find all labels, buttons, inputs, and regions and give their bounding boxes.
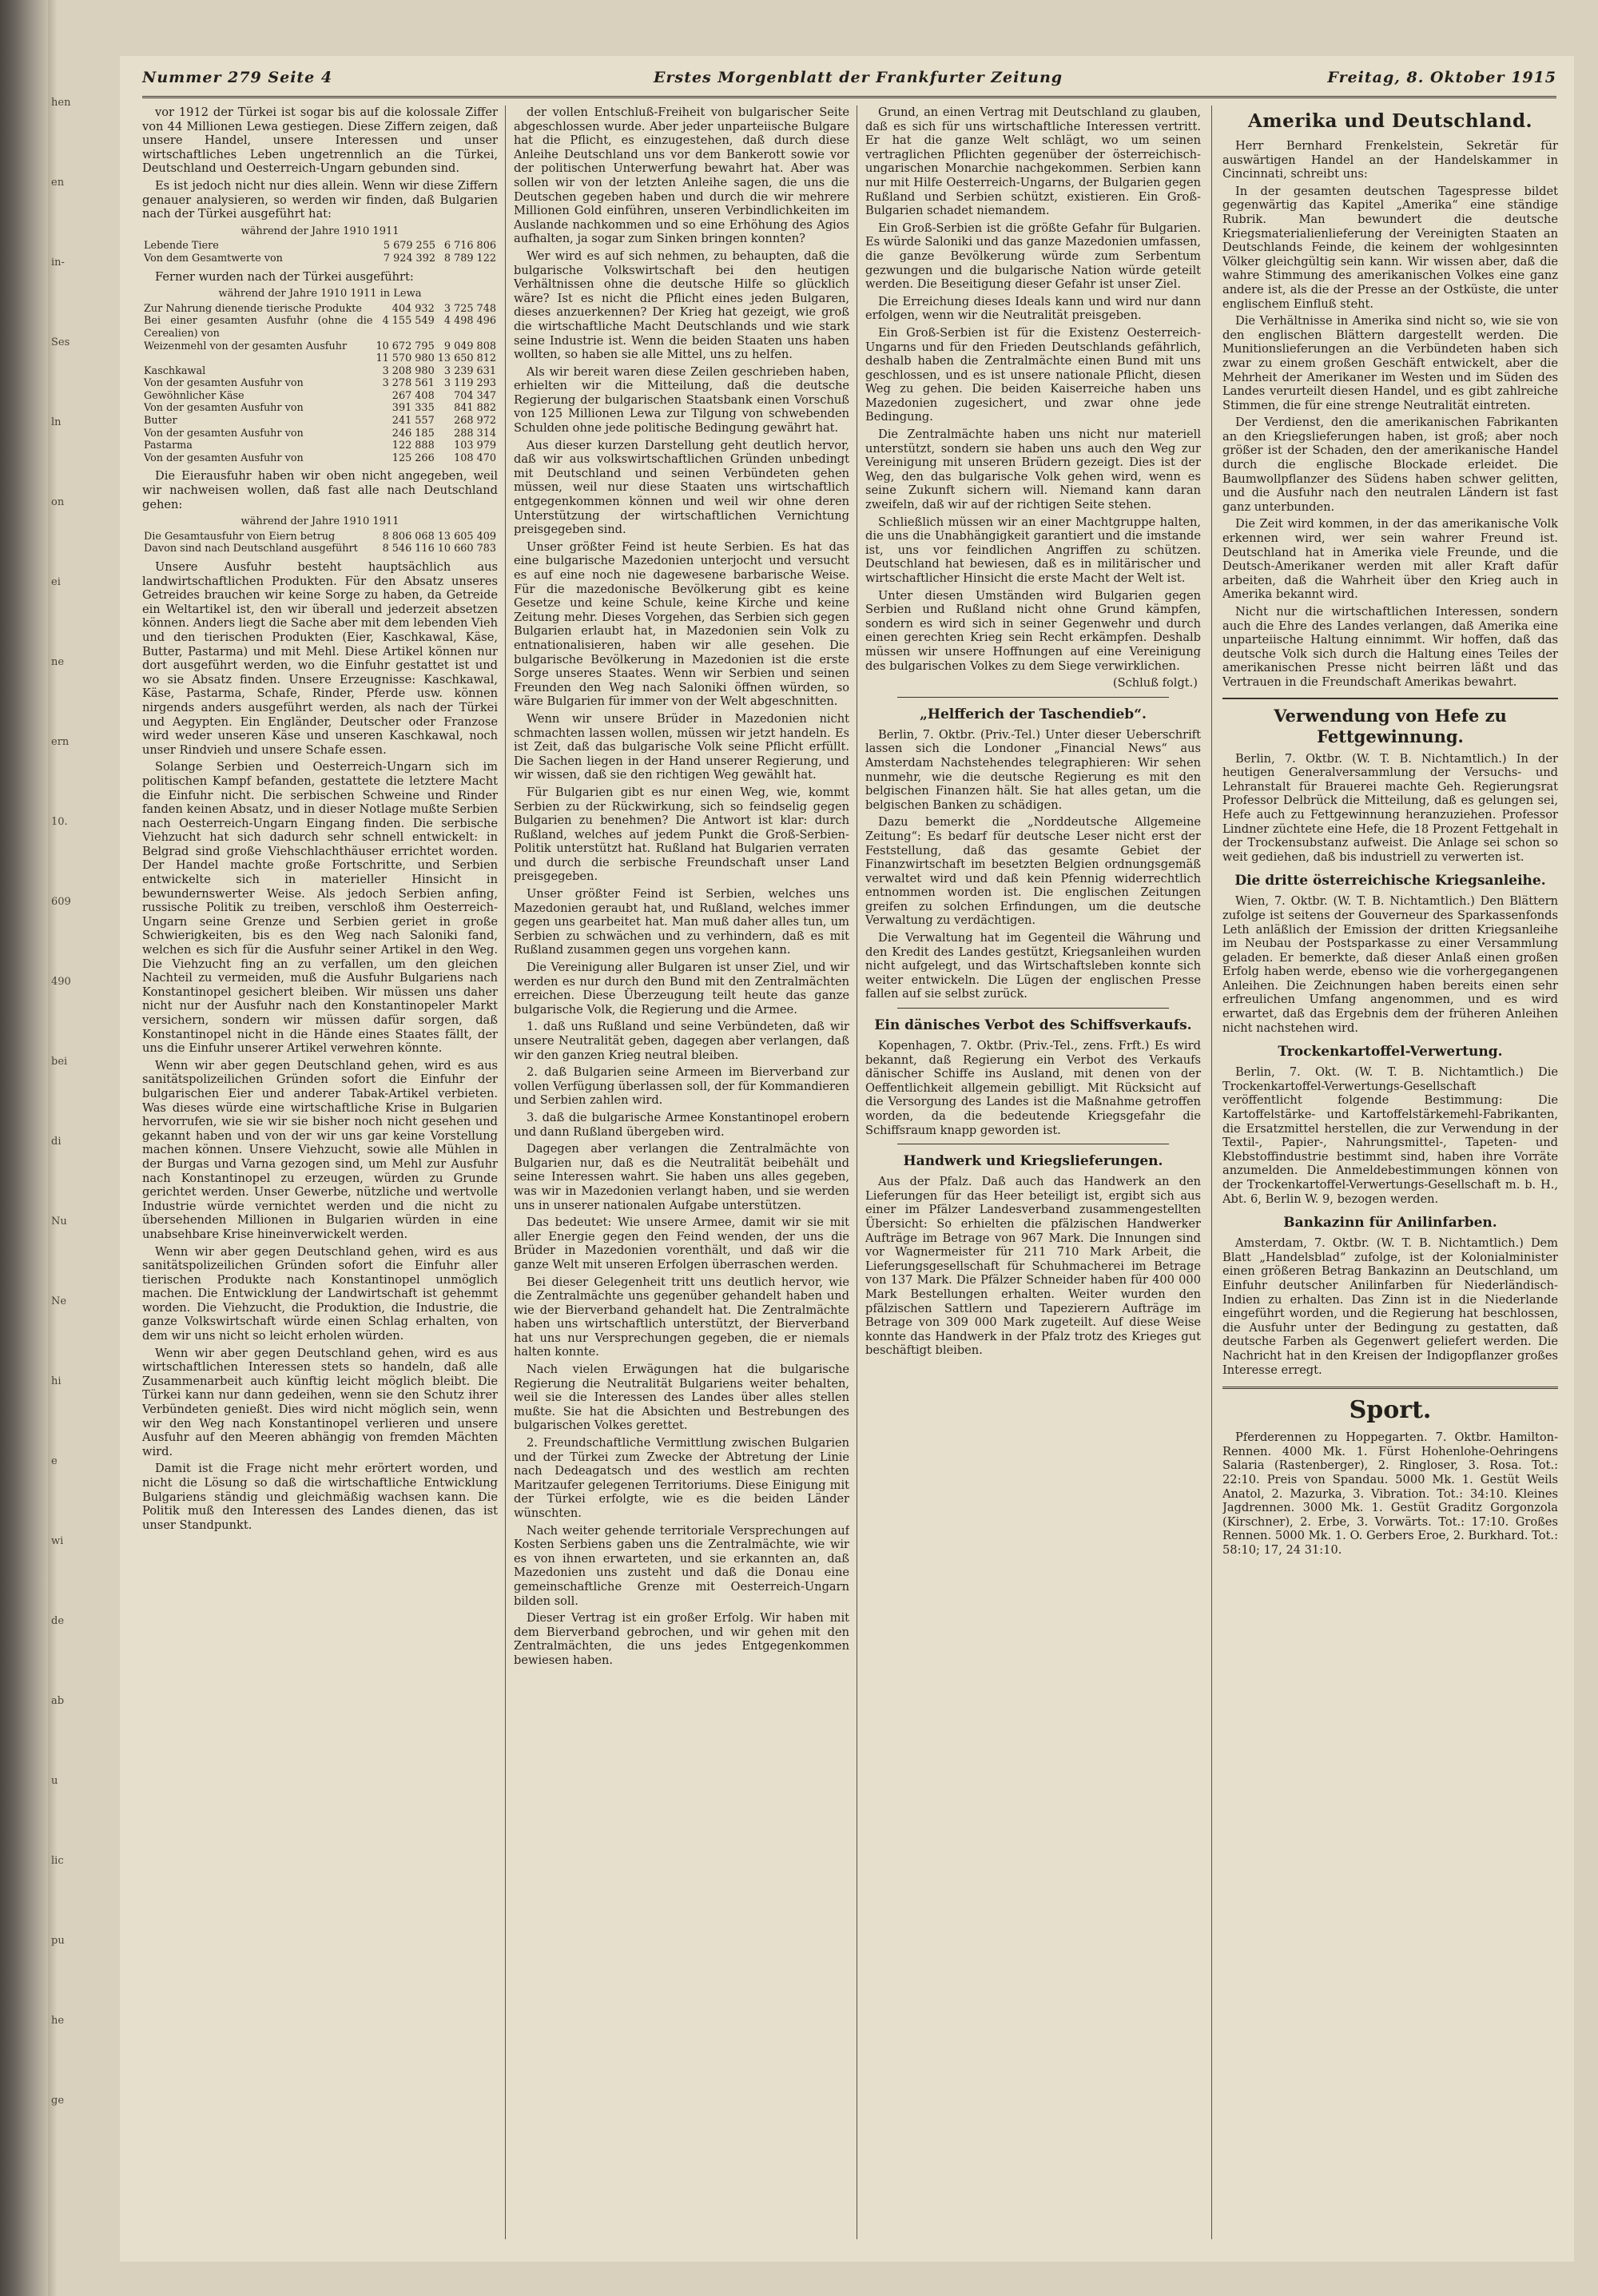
paragraph: Aus dieser kurzen Darstellung geht deutlich hervor, daß wir aus volkswirtschaftlichen Gründen unbedingt mit Deutschland und seinen Verbündeten gehen müssen, weil nur diese Staaten uns wirtschaftlich entgegenkommen können und weil wir ohne deren Unterstützung der wirtschaftlichen Vernichtung preisgegeben sind. [514,438,849,537]
paragraph: Berlin, 7. Oktbr. (Priv.-Tel.) Unter dieser Ueberschrift lassen sich die Londoner „Financial News“ aus Amsterdam Nachstehendes telegraphieren: Wir sehen nunmehr, wie die deutsche Regierung es mit den belgischen Finanzen hält. Sie hat alles getan, um die belgischen Banken zu schädigen. [865,727,1201,812]
table-row [142,303,498,316]
row-value: 10 660 783 [437,543,496,555]
paragraph: Die Vereinigung aller Bulgaren ist unser Ziel, und wir werden es nur durch den Bund mit den Zentralmächten erreichen. Diese Überzeugung teilt heute das ganze bulgarische Volk, die Regierung und die Armee. [514,961,849,1017]
row-value: 103 979 [454,440,496,452]
paragraph: Ferner wurden nach der Türkei ausgeführt: [155,269,414,284]
row-label: Zur Nahrung dienende tierische Produkte [144,302,362,315]
headline-sport: Sport. [1222,1387,1558,1426]
table-row [142,315,498,340]
table-row [142,428,498,440]
row-value: 5 679 255 [383,240,435,253]
column-4 [1222,105,1558,2239]
column-2 [514,105,849,2239]
paragraph: 2. Freundschaftliche Vermittlung zwischen Bulgarien und der Türkei zum Zwecke der Abtretung der Linie nach Dedeagatsch und des westlich am rechten Maritzaufer gelegenen Territoriums. Diese Einigung mit der Türkei erfolgte, wie es die beiden Länder wünschten. [514,1436,849,1520]
paragraph: Es ist jedoch nicht nur dies allein. Wenn wir diese Ziffern genauer analysieren, so werden wir finden, daß Bulgarien nach der Türkei ausgeführt hat: [142,178,498,221]
column-1 [142,105,498,2239]
paragraph: Nicht nur die wirtschaftlichen Interessen, sondern auch die Ehre des Landes verlangen, daß Amerika eine unparteiische Haltung einnimmt. Wir hoffen, daß das deutsche Volk sich durch die Haltung eines Teiles der amerikanischen Presse nicht beirren läßt und das Vertrauen in die Freundschaft Amerikas bewahrt. [1222,605,1558,689]
row-value: 841 882 [454,402,496,415]
row-value: 704 347 [454,389,496,402]
row-value: 122 888 [392,440,435,452]
paragraph: Unter diesen Umständen wird Bulgarien gegen Serbien und Rußland nicht ohne Grund kämpfen, sondern es wird sich in seiner Gegenwehr und durch einen gerechten Krieg sein Recht erkämpfen. Deshalb müssen wir unsere Hoffnungen auf eine Vereinigung des bulgarischen Volkes zu dem Siege verwirklichen. [865,588,1201,673]
paragraph: Das bedeutet: Wie unsere Armee, damit wir sie mit aller Energie gegen den Feind wenden, der uns die Brüder in Mazedonien vorenthält, und daß wir die ganze Welt mit unseren Erfolgen überraschen werden. [514,1216,849,1271]
row-label: Davon sind nach Deutschland ausgeführt [144,543,358,555]
table-row [142,415,498,428]
row-value: 13 650 812 [437,352,496,365]
headline-amerika: Amerika und Deutschland. [1247,110,1533,132]
fragment-text: he [51,2015,65,2027]
table-row [142,402,498,415]
row-label: Weizenmehl von der gesamten Ausfuhr [144,340,348,352]
paragraph: Die Verwaltung hat im Gegenteil die Währung und den Kredit des Landes gestützt, Kriegsanleihen wurden nicht aufgelegt, und das Wirtschaftsleben konnte sich weiter entwickeln. Die Lügen der englischen Presse fallen auf sie selbst zurück. [865,931,1201,1001]
paragraph: Amsterdam, 7. Oktbr. (W. T. B. Nichtamtlich.) Dem Blatt „Handelsblad“ zufolge, ist der Kolonialminister einen größeren Betrag Bankazinn an Deutschland, um Einfuhr deutscher Anilinfarben für Niederländisch-Indien zu erhalten. Das Zinn ist in die Niederlande eingeführt worden, und die Regierung hat beschlossen, die Ausfuhr unter der Bedingung zu gestatten, daß deutsche Farben als Gegenwert geliefert werden. Die Nachricht hat in den Kreisen der Indigopflanzer großes Interesse erregt. [1222,1236,1558,1377]
row-value: 404 932 [392,302,435,315]
row-label: Butter [144,415,177,428]
fragment-text: Nu [51,1216,67,1228]
row-value: 6 716 806 [443,240,496,253]
paragraph: Die Zeit wird kommen, in der das amerikanische Volk erkennen wird, wer sein wahrer Freund ist. Deutschland hat in Amerika viele Freunde, und die Deutsch-Amerikaner werden mit aller Kraft dafür arbeiten, daß die Wahrheit über den Krieg auch in Amerika bekannt wird. [1222,517,1558,602]
fragment-text: e [51,1455,58,1467]
paragraph: Grund, an einen Vertrag mit Deutschland zu glauben, daß es sich für uns wirtschaftliche Interessen vertritt. Er hat die ganze Welt schlägt, wo um seinen vertraglichen Pflichten gegenüber der österreichisch-ungarischen Monarchie nachgekommen. Serbien kann nur mit Hilfe Oesterreich-Ungarns, der Bulgarien gegen Rußland und Serbien schützt, existieren. Ein Groß-Bulgarien schadet niemandem. [865,105,1201,218]
paragraph: Damit ist die Frage nicht mehr erörtert worden, und nicht die Lösung so daß die wirtschaftliche Entwicklung Bulgariens ständig und gleichmäßig wachsen kann. Die Politik muß den Interessen des Landes dienen, das ist unser Standpunkt. [142,1462,498,1532]
row-value: 3 278 561 [382,377,435,390]
paragraph: Ein Groß-Serbien ist die größte Gefahr für Bulgarien. Es würde Saloniki und das ganze Mazedonien umfassen, die ganze Bevölkerung würde zum Serbentum gezwungen und die bulgarische Nation würde geteilt werden. Die Beseitigung dieser Gefahr ist unser Ziel. [865,221,1201,292]
headline-handwerk: Handwerk und Kriegslieferungen. [903,1153,1163,1170]
column-3 [865,105,1201,2239]
fragment-text: on [51,496,65,508]
paragraph: Pferderennen zu Hoppegarten. 7. Oktbr. Hamilton-Rennen. 4000 Mk. 1. Fürst Hohenlohe-Oehringens Salaria (Rastenberger), 2. Ringloser, 3. Rosa. Tot.: 22:10. Preis von Spandau. 5000 Mk. 1. Gestüt Weils Anatol, 2. Mazurka, 3. Vibration. Tot.: 34:10. Kleines Jagdrennen. 3000 Mk. 1. Gestüt Graditz Gorgonzola (Kirschner), 2. Erbe, 3. Vorwärts. Tot.: 17:10. Großes Rennen. 5000 Mk. 1. O. Gerbers Eroe, 2. Burkhard. Tot.: 58:10; 17, 24 31:10. [1222,1431,1558,1557]
row-label: Von der gesamten Ausfuhr von [144,452,304,464]
row-label: Von der gesamten Ausfuhr von [144,377,304,390]
fragment-text: 10. [51,816,68,828]
newspaper-page [120,56,1574,2262]
paragraph: vor 1912 der Türkei ist sogar bis auf die kolossale Ziffer von 44 Millionen Lewa gestiegen. Diese Ziffern zeigen, daß unsere Handel, unsere Interessen und unser wirtschaftliches Leben ungetrennlich an die Türkei, Deutschland und Oesterreich-Ungarn gebunden sind. [142,105,498,176]
fragment-text: ge [51,2095,65,2107]
row-value: 9 049 808 [443,340,496,352]
row-value: 4 155 549 [382,315,435,328]
headline-bankazinn: Bankazinn für Anilinfarben. [1283,1215,1497,1232]
paragraph: Die Eierausfuhr haben wir oben nicht angegeben, weil wir nachweisen wollen, daß fast alle nach Deutschland gehen: [142,469,498,511]
table-heading: während der Jahre 1910 1911 in Lewa [218,288,422,300]
fragment-text: ne [51,656,65,668]
row-label: Pastarma [144,440,193,452]
paragraph: Die Erreichung dieses Ideals kann und wird nur dann erfolgen, wenn wir die Neutralität preisgeben. [865,294,1201,323]
fragment-text: ab [51,1695,65,1707]
fragment-text: Ne [51,1295,67,1307]
fragment-text: Ses [51,336,70,348]
row-label: Die Gesamtausfuhr von Eiern betrug [144,530,336,543]
row-value: 8 806 068 [382,530,435,543]
row-value: 241 557 [392,415,435,428]
column-rule [1211,105,1212,2239]
paragraph: Unser größter Feind ist Serbien, welches uns Mazedonien geraubt hat, und Rußland, welches immer gegen uns gearbeitet hat. Man muß daher alles tun, um Serbien zu schwächen und zu verhindern, daß es mit Rußland zusammen gegen uns vorgehen kann. [514,887,849,957]
paragraph: Ein Groß-Serbien ist für die Existenz Oesterreich-Ungarns und für den Frieden Deutschlands gefährlich, deshalb haben die Zentralmächte einen Bund mit uns geschlossen, und es ist unsere nationale Pflicht, diesen Weg zu gehen. Die beiden Kaiserreiche haben uns Mazedonien zugesichert, und zwar ohne jede Bedingung. [865,325,1201,424]
fragment-text: hen [51,97,71,109]
paragraph: Dagegen aber verlangen die Zentralmächte von Bulgarien nur, daß es die Neutralität beibehält und seine Interessen wahrt. Sie haben uns alles gegeben, was wir in Mazedonien verlangt haben, und sie werden uns in unserer nationalen Aufgabe unterstützen. [514,1142,849,1212]
paragraph: Wer wird es auf sich nehmen, zu behaupten, daß die bulgarische Volkswirtschaft bei den heutigen Verhältnissen ohne die deutsche Hilfe so glücklich wäre? Ist es nicht die Pflicht eines jeden Bulgaren, dieses anzuerkennen? Der Krieg hat gezeigt, wie groß die wirtschaftliche Macht Deutschlands und wie stark seine Industrie ist. Wenn die beiden Staaten uns haben wollten, so haben sie alle Mittel, uns zu helfen. [514,249,849,362]
paragraph: Unsere Ausfuhr besteht hauptsächlich aus landwirtschaftlichen Produkten. Für den Absatz unseres Getreides brauchen wir keine Sorge zu haben, da Getreide ein Weltartikel ist, den wir überall und jederzeit absetzen können. Anders liegt die Sache aber mit dem lebenden Vieh und den tierischen Produkten (Eier, Kaschkawal, Käse, Butter, Pastarma) und mit Mehl. Diese Artikel können nur dort ausgeführt werden, wo die Einfuhr gestattet ist und wo sie Absatz finden. Unsere Erzeugnisse: Kaschkawal, Käse, Pastarma, Schafe, Rinder, Pferde usw. können nirgends anders ausgeführt werden, als nach der Türkei und Aegypten. Ein Engländer, Deutscher oder Franzose wird weder unseren Käse und unseren Kaschkawal, noch unser Rindvieh und unsere Schafe essen. [142,560,498,757]
table-row [142,531,498,543]
row-label [142,352,374,365]
fragment-text: hi [51,1375,62,1387]
row-value: 288 314 [454,427,496,440]
paragraph: Die Verhältnisse in Amerika sind nicht so, wie sie von den englischen Blättern dargestellt werden. Die Munitionslieferungen an die Verbündeten haben sich zwar zu einem großen Geschäft entwickelt, aber die Mehrheit der Amerikaner im Westen und im Süden des Landes verurteilt diesen Handel, und es gibt zahlreiche Stimmen, die für eine strenge Neutralität eintreten. [1222,314,1558,412]
fragment-text: pu [51,1935,65,1947]
egg-export-table [142,531,498,555]
issue-number: Nummer 279 Seite 4 [142,69,333,86]
table-heading: während der Jahre 1910 1911 [240,515,400,528]
table-row [142,440,498,452]
headline-trockenkartoffel: Trockenkartoffel-Verwertung. [1278,1044,1503,1060]
row-value: 391 335 [392,402,435,415]
row-label: Bei einer gesamten Ausfuhr (ohne die Cerealien) von [144,315,373,340]
paragraph: Als wir bereit waren diese Zeilen geschrieben haben, erhielten wir die Mitteilung, daß die deutsche Regierung der bulgarischen Staatsbank einen Vorschuß von 125 Millionen Lewa zur Tilgung von schwebenden Schulden ohne jede politische Bedingung gewährt hat. [514,364,849,436]
fragment-text: bei [51,1056,68,1068]
paragraph: Wenn wir aber gegen Deutschland gehen, wird es aus wirtschaftlichen Interessen stets so handeln, daß alle Zusammenarbeit auch künftig leicht möglich bleibt. Die Türkei kann nur dann gedeihen, wenn sie den Schutz ihrer Verbündeten genießt. Dies wird nicht möglich sein, wenn wir den Weg nach Konstantinopel verlieren und unsere Ausfuhr auf den Meeren abhängig von fremden Mächten wird. [142,1346,498,1458]
row-value: 108 470 [454,452,496,464]
fragment-text: wi [51,1535,64,1547]
paragraph: Der Verdienst, den die amerikanischen Fabrikanten an den Kriegslieferungen haben, ist groß; aber noch größer ist der Schaden, den der amerikanische Handel durch die englische Blockade erleidet. Die Baumwollpflanzer des Südens haben schwer gelitten, und die Ausfuhr nach den neutralen Ländern ist fast ganz unterbunden. [1222,416,1558,514]
paragraph: Aus der Pfalz. Daß auch das Handwerk an den Lieferungen für das Heer beteiligt ist, ergibt sich aus einer im Pfälzer Landesverband zusammengestellten Übersicht: So erhielten die pfälzischen Handwerker Aufträge im Betrage von 967 Mark. Die Innungen sind vor Wagnermeister für 211 710 Mark Arbeit, die Lieferungsgesellschaft für Schuhmacherei im Betrage von 137 Mark. Die Pfälzer Schneider haben für 400 000 Mark Bestellungen erhalten. Weiter wurden den pfälzischen Sattlern und Tapezierern Aufträge im Betrage von 309 000 Mark zugeteilt. Auf diese Weise konnte das Handwerk in der Pfalz trotz des Krieges gut beschäftigt bleiben. [865,1175,1201,1358]
headline-taschendieb: „Helfferich der Taschendieb“. [920,706,1147,722]
table-row [142,377,498,390]
paragraph: Nach weiter gehende territoriale Versprechungen auf Kosten Serbiens gaben uns die Zentralmächte, wie wir es von ihnen erwarteten, und sie erkannten an, daß Mazedonien uns zusteht und daß die Donau eine gemeinschaftliche Grenze mit Oesterreich-Ungarn bilden soll. [514,1523,849,1608]
book-binding [0,0,48,2296]
section-divider [897,1008,1169,1009]
section-divider [897,697,1169,698]
paragraph: Herr Bernhard Frenkelstein, Sekretär für auswärtigen Handel an der Handelskammer in Cincinnati, schreibt uns: [1222,139,1558,181]
table-row [142,365,498,378]
row-label: Kaschkawal [144,364,206,377]
row-value: 246 185 [392,427,435,440]
paragraph: Wien, 7. Oktbr. (W. T. B. Nichtamtlich.) Den Blättern zufolge ist seitens der Gouverneur des Sparkassenfonds Leth anläßlich der Emission der dritten Kriegsanleihe im Neubau der Postsparkasse zu einer Versammlung geladen. Er bemerkte, daß dieser Anlaß einen großen Erfolg haben werde, ebenso wie die vorhergegangenen Anleihen. Die Zeichnungen haben bereits einen sehr erfreulichen Umfang angenommen, und es wird erwartet, daß das Ergebnis dem der früheren Anleihen nicht nachstehen wird. [1222,894,1558,1035]
fragment-text: u [51,1775,58,1787]
paragraph: Berlin, 7. Okt. (W. T. B. Nichtamtlich.) Die Trockenkartoffel-Verwertungs-Gesellschaft veröffentlicht folgende Bestimmung: Die Kartoffelstärke- und Kartoffelstärkemehl-Fabrikanten, die Ersatzmittel herstellen, die zur Verwendung in der Textil-, Papier-, Nahrungsmittel-, Tapeten- und Klebstoffindustrie bestimmt sind, haben ihre Vorräte anzumelden. Die Anmeldebestimmungen können von der Trockenkartoffel-Verwertungs-Gesellschaft m. b. H., Abt. 6, Berlin W. 9, bezogen werden. [1222,1065,1558,1206]
row-value: 3 239 631 [443,364,496,377]
row-value: 268 972 [454,415,496,428]
page-header [142,64,1556,98]
table-row [142,253,498,265]
headline-kriegsanleihe: Die dritte österreichische Kriegsanleihe. [1234,873,1546,889]
paragraph: Wenn wir aber gegen Deutschland gehen, wird es aus sanitätspolizeilichen Gründen sofort die Einfuhr der bulgarischen Eier und anderer Tabak-Artikel verbieten. Was dieses würde eine wirtschaftliche Krise in Bulgarien hervorrufen, wie sie wir sie bisher noch nicht gesehen und gekannt haben und von der wir uns gar keine Vorstellung machen können. Unsere Viehzucht, sowie alle Mühlen in der Burgas und Varna gezogen sind, um Mehl zur Ausfuhr nach Konstantinopel zu erzeugen, würden zu Grunde gerichtet werden. Unser Gewerbe, nützliche und wertvolle Industrie würde vernichtet werden und die nicht zu übersehenden Millionen in Bulgarien würden in eine unabsehbare Krise hineinverwickelt werden. [142,1058,498,1241]
row-value: 125 266 [392,452,435,464]
paragraph: Die Zentralmächte haben uns nicht nur materiell unterstützt, sondern sie haben uns auch den Weg zur Vereinigung mit unseren Brüdern gezeigt. Dies ist der Weg, den das bulgarische Volk gehen wird, wenn es seine Zukunft sichern will. Niemand kann daran zweifeln, daß wir auf der richtigen Seite stehen. [865,428,1201,512]
fragment-text: 490 [51,976,71,988]
table-row [142,543,498,555]
list-item: 1. daß uns Rußland und seine Verbündeten, daß wir unsere Neutralität geben, dagegen aber verlangen, daß wir den ganzen Krieg neutral bleiben. [514,1020,849,1062]
fragment-text: ei [51,576,61,588]
table-row [142,240,498,253]
fragment-text: lic [51,1855,64,1867]
table-row [142,390,498,403]
list-item: 2. daß Bulgarien seine Armeen im Bierverband zur vollen Verfügung überlassen soll, der für Kommandieren und Serbien zahlen wird. [514,1065,849,1108]
row-label: Von dem Gesamtwerte von [144,252,283,265]
paragraph: Nach vielen Erwägungen hat die bulgarische Regierung die Neutralität Bulgariens weiter behalten, weil sie die Interessen des Landes über alles stellen mußte. Sie hat die Absichten und Bestrebungen des bulgarischen Volkes gerettet. [514,1363,849,1433]
row-value: 267 408 [392,389,435,402]
paragraph: Bei dieser Gelegenheit tritt uns deutlich hervor, wie die Zentralmächte uns gegenüber gehandelt haben und wie der Bierverband gehandelt hat. Die Zentralmächte haben uns wirtschaftlich unterstützt, der Bierverband hat uns nur Versprechungen gegeben, die er niemals halten konnte. [514,1275,849,1359]
row-value: 4 498 496 [443,315,496,328]
export-table-2 [142,303,498,465]
paragraph: Unser größter Feind ist heute Serbien. Es hat das eine bulgarische Mazedonien unterjocht und versucht es auf eine noch nie dagewesene barbarische Weise. Für die mazedonische Bevölkerung gibt es keine Gesetze und keine Schule, keine Kirche und keine Zeitung mehr. Dieses Vorgehen, das Serbien sich gegen Bulgarien erlaubt hat, in Mazedonien sein Volk zu entnationalisieren, haben wir alle gesehen. Die bulgarische Bevölkerung in Mazedonien ist die erste Sorge unseres Staates. Wenn wir Serbien und seinen Freunden den Weg nach Saloniki öffnen würden, so wäre Bulgarien für immer von der Welt abgeschnitten. [514,539,849,709]
row-label: Gewöhnlicher Käse [144,389,244,402]
fragment-text: ern [51,736,70,748]
masthead: Erstes Morgenblatt der Frankfurter Zeitung [654,69,1063,86]
row-value: 13 605 409 [437,530,496,543]
headline-schiffsverkauf: Ein dänisches Verbot des Schiffsverkaufs. [874,1017,1192,1034]
issue-date: Freitag, 8. Oktober 1915 [1327,69,1556,86]
paragraph: Für Bulgarien gibt es nur einen Weg, wie, kommt Serbien zu der Rückwirkung, sich so feindselig gegen Bulgarien zu benehmen? Die Antwort ist klar: durch Rußland, welches auf jedem Punkt die Groß-Serbien-Politik unterstützt hat. Rußland hat Bulgarien verraten und durch die serbische Freundschaft unser Land preisgegeben. [514,785,849,884]
list-item: 3. daß die bulgarische Armee Konstantinopel erobern und dann Rußland übergeben wird. [514,1110,849,1139]
fragment-text: de [51,1615,65,1627]
table-row [142,452,498,465]
table-row [142,340,498,353]
row-value: 8 789 122 [443,252,496,265]
paragraph: Solange Serbien und Oesterreich-Ungarn sich im politischen Kampf befanden, gestattete die letztere Macht die Einfuhr nicht. Die serbischen Schweine und Rinder fanden keinen Absatz, und in dieser Notlage mußte Serbien nach Oesterreich-Ungarn Eingang finden. Die serbische Viehzucht hat sich dadurch sehr schnell entwickelt: in Belgrad sind große Viehschlachthäuser errichtet worden. Der Handel machte große Fortschritte, und Serbien entwickelte sich in materieller Hinsicht in bewundernswerter Weise. Als jedoch Serbien anfing, russische Politik zu treiben, verschloß ihm Oesterreich-Ungarn seine Grenze und Serbien geriet in große Schwierigkeiten, bis es den Weg nach Saloniki fand, welchen es sich für die Ausfuhr seiner Artikel in den Weg. Die Viehzucht fing an zu verfallen, um den gleichen Nachteil zu vermeiden, muß die Ausfuhr Bulgariens nach Konstantinopel gesichert bleiben. Wir müssen uns daher nicht nur der Ausfuhr nach den Konstantinopeler Markt versichern, sondern wir müssen dafür sorgen, daß Konstantinopel nicht in die Hände eines Staates fällt, der uns die Einfuhr unserer Artikel verwehren könnte. [142,760,498,1056]
to-be-continued: (Schluß folgt.) [1112,676,1198,690]
row-value: 7 924 392 [383,252,435,265]
table-row [142,352,498,365]
paragraph: der vollen Entschluß-Freiheit von bulgarischer Seite abgeschlossen wurde. Aber jeder unparteiische Bulgare hat die Pflicht, es einzugestehen, daß durch diese Anleihe Deutschland uns vor dem Bankerott sowie vor der politischen Unterwerfung bewahrt hat. Aber was sollen wir von der letzten Anleihe sagen, die uns die Deutschen gegeben haben und durch die wir mehrere Millionen Gold einführen, unseren Verbindlichkeiten im Auslande nachkommen und so eine Erhöhung des Agios aufhalten, ja sogar zum Sinken bringen konnten? [514,105,849,246]
row-value: 8 546 116 [382,543,435,555]
paragraph: Berlin, 7. Oktbr. (W. T. B. Nichtamtlich.) In der heutigen Generalversammlung der Versuchs- und Lehranstalt für Brauerei machte Geh. Regierungsrat Professor Delbrück die Mitteilung, daß es gelungen sei, Hefe auch zu Fettgewinnung heranzuziehen. Professor Lindner züchtete eine Hefe, die 18 Prozent Fettgehalt in der Trockensubstanz aufweist. Die Anlage sei schon so weit gediehen, daß bis industriell zu verwerten ist. [1222,751,1558,864]
headline-hefe: Verwendung von Hefe zu Fettgewinnung. [1222,698,1558,747]
row-value: 3 208 980 [382,364,435,377]
row-value: 10 672 795 [376,340,435,352]
fragment-text: 609 [51,896,71,908]
row-label: Lebende Tiere [144,240,219,253]
fragment-text: di [51,1136,62,1148]
row-value: 3 725 748 [443,302,496,315]
row-value: 3 119 293 [443,377,496,390]
row-value: 11 570 980 [376,352,435,365]
fragment-text: en [51,177,65,189]
paragraph: Dieser Vertrag ist ein großer Erfolg. Wir haben mit dem Bierverband gebrochen, und wir gehen mit den Zentralmächten, die uns jedes Entgegenkommen bewiesen haben. [514,1611,849,1667]
row-label: Von der gesamten Ausfuhr von [144,402,304,415]
row-label: Von der gesamten Ausfuhr von [144,427,304,440]
paragraph: Schließlich müssen wir an einer Machtgruppe halten, die uns die Unabhängigkeit garantiert und die imstande ist, uns vor feindlichen Angriffen zu schützen. Deutschland hat bewiesen, daß es in militärischer und wirtschaftlicher Hinsicht die erste Macht der Welt ist. [865,515,1201,585]
export-table-1 [142,240,498,265]
paragraph: In der gesamten deutschen Tagespresse bildet gegenwärtig das Kapitel „Amerika“ eine ständige Rubrik. Man bewundert die deutsche Kriegsmaterialienlieferung der Vereinigten Staaten an Deutschlands Feinde, die keinem der wohlgesinnten Völker gleichgültig sein kann. Wir wissen aber, daß die wahre Stimmung des amerikanischen Volkes eine ganz andere ist, als die der Presse an der Ostküste, die unter englischem Einfluß steht. [1222,184,1558,311]
paragraph: Kopenhagen, 7. Oktbr. (Priv.-Tel., zens. Frft.) Es wird bekannt, daß Regierung ein Verbot des Verkaufs dänischer Schiffe ins Ausland, mit denen von der Oeffentlichkeit allgemein gebilligt. Mit Rücksicht auf die Versorgung des Landes ist die Maßnahme getroffen worden, da die bedeutende Kriegsgefahr die Schiffsraum knapp geworden ist. [865,1039,1201,1137]
paragraph: Wenn wir unsere Brüder in Mazedonien nicht schmachten lassen wollen, müssen wir jetzt handeln. Es ist Zeit, daß das bulgarische Volk seine Pflicht erfüllt. Die Sachen liegen in der Hand unserer Regierung, und wir wissen, daß sie den richtigen Weg gewählt hat. [514,711,849,782]
paragraph: Dazu bemerkt die „Norddeutsche Allgemeine Zeitung“: Es bedarf für deutsche Leser nicht erst der Feststellung, daß das gesamte Gebiet der Finanzwirtschaft im besetzten Belgien ordnungsgemäß verwaltet wird und daß kein Pfennig widerrechtlich entnommen worden ist. Die englischen Zeitungen greifen zu solchen Erfindungen, um die deutsche Verwaltung zu verdächtigen. [865,815,1201,928]
paragraph: Wenn wir aber gegen Deutschland gehen, wird es aus sanitätspolizeilichen Gründen sofort die Einfuhr aller tierischen Produkte nach Konstantinopel unmöglich machen. Die Entwicklung der Landwirtschaft ist gehemmt worden. Die Viehzucht, die Produktion, die Industrie, die ganze Volkswirtschaft würde einen Schlag erhalten, von dem wir uns nicht so leicht erholen würden. [142,1244,498,1343]
fragment-text: in- [51,257,65,269]
table-heading: während der Jahre 1910 1911 [240,225,400,237]
column-rule [505,105,506,2239]
fragment-text: ln [51,416,62,428]
